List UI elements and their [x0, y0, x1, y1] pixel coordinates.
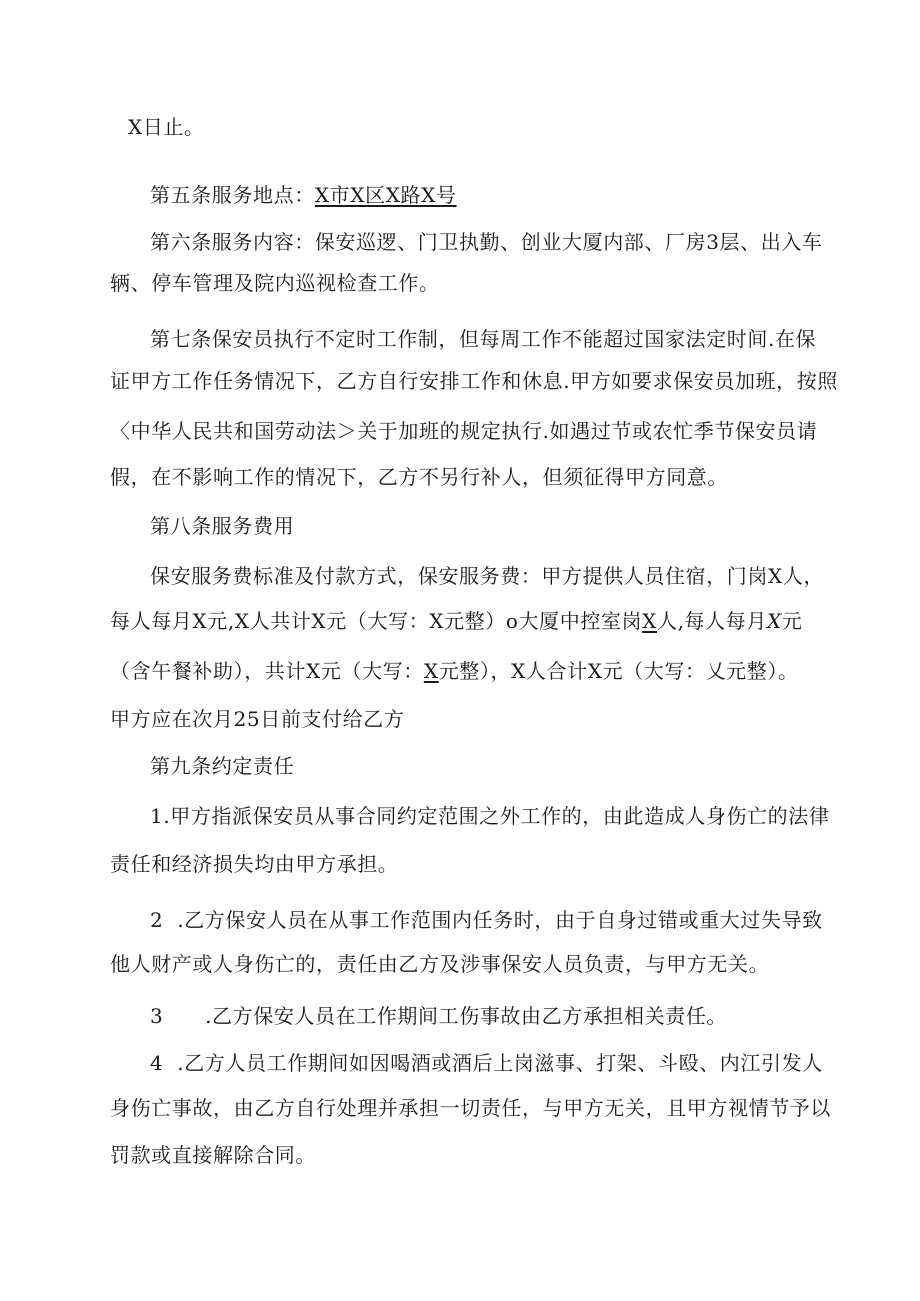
- text-line: X日止。: [128, 115, 205, 139]
- service-address: X市X区X路X号: [314, 183, 457, 207]
- text-segment: 元: [781, 609, 803, 633]
- text-line: 他人财产或人身伤亡的，责任由乙方及涉事保安人员负责，与甲方无关。: [110, 952, 770, 976]
- text-segment: （含午餐补助），共计X元（大写：: [110, 659, 424, 683]
- clause-1-text: 1.甲方指派保安员从事合同约定范围之外工作的，由此造成人身伤亡的法律: [150, 804, 830, 828]
- text-segment: 每人每月X元,X人共计X元（大写：X元整）o大厦中控室岗: [110, 609, 643, 633]
- clause-4-text: 4 .乙方人员工作期间如因喝酒或酒后上岗滋事、打架、斗殴、内江引发人: [150, 1051, 823, 1075]
- article-7-text: 第七条保安员执行不定时工作制，但每周工作不能超过国家法定时间.在保: [150, 327, 817, 351]
- article-9-heading: 第九条约定责任: [150, 754, 295, 778]
- text-label: 第五条服务地点：: [150, 183, 315, 207]
- article-8-heading: 第八条服务费用: [150, 514, 295, 538]
- article-8-text: 保安服务费标准及付款方式，保安服务费：甲方提供人员住宿，门岗X人，: [150, 564, 825, 588]
- text-line: 辆、停车管理及院内巡视检查工作。: [110, 271, 440, 295]
- text-segment: X: [423, 659, 439, 683]
- text-segment: 人,每人每月: [657, 609, 767, 633]
- clause-2-text: 2 .乙方保安人员在从事工作范围内任务时，由于自身过错或重大过失导致: [150, 908, 823, 932]
- article-5-service-location: [150, 181, 457, 209]
- text-segment: X: [766, 609, 782, 633]
- text-line: 〈中华人民共和国劳动法＞关于加班的规定执行.如遇过节或农忙季节保安员请: [110, 419, 818, 443]
- text-line: 责任和经济损失均由甲方承担。: [110, 852, 399, 876]
- text-line: 罚款或直接解除合同。: [110, 1143, 316, 1167]
- article-6-text: 第六条服务内容：保安巡逻、门卫执勤、创业大厦内部、厂房3层、出入车: [150, 230, 823, 254]
- text-segment: X: [642, 609, 657, 633]
- text-line: [110, 657, 799, 685]
- text-line: 证甲方工作任务情况下，乙方自行安排工作和休息.甲方如要求保安员加班，按照: [110, 369, 838, 393]
- clause-3-text: 3 .乙方保安人员在工作期间工伤事故由乙方承担相关责任。: [150, 1004, 728, 1028]
- text-line: 甲方应在次月25日前支付给乙方: [110, 707, 405, 731]
- text-line: 身伤亡事故，由乙方自行处理并承担一切责任，与甲方无关，且甲方视情节予以: [110, 1096, 831, 1120]
- text-line: [110, 607, 802, 635]
- text-segment: 元整），X人合计X元（大写：乂元整）。: [438, 659, 799, 683]
- text-line: 假，在不影响工作的情况下，乙方不另行补人，但须征得甲方同意。: [110, 465, 728, 489]
